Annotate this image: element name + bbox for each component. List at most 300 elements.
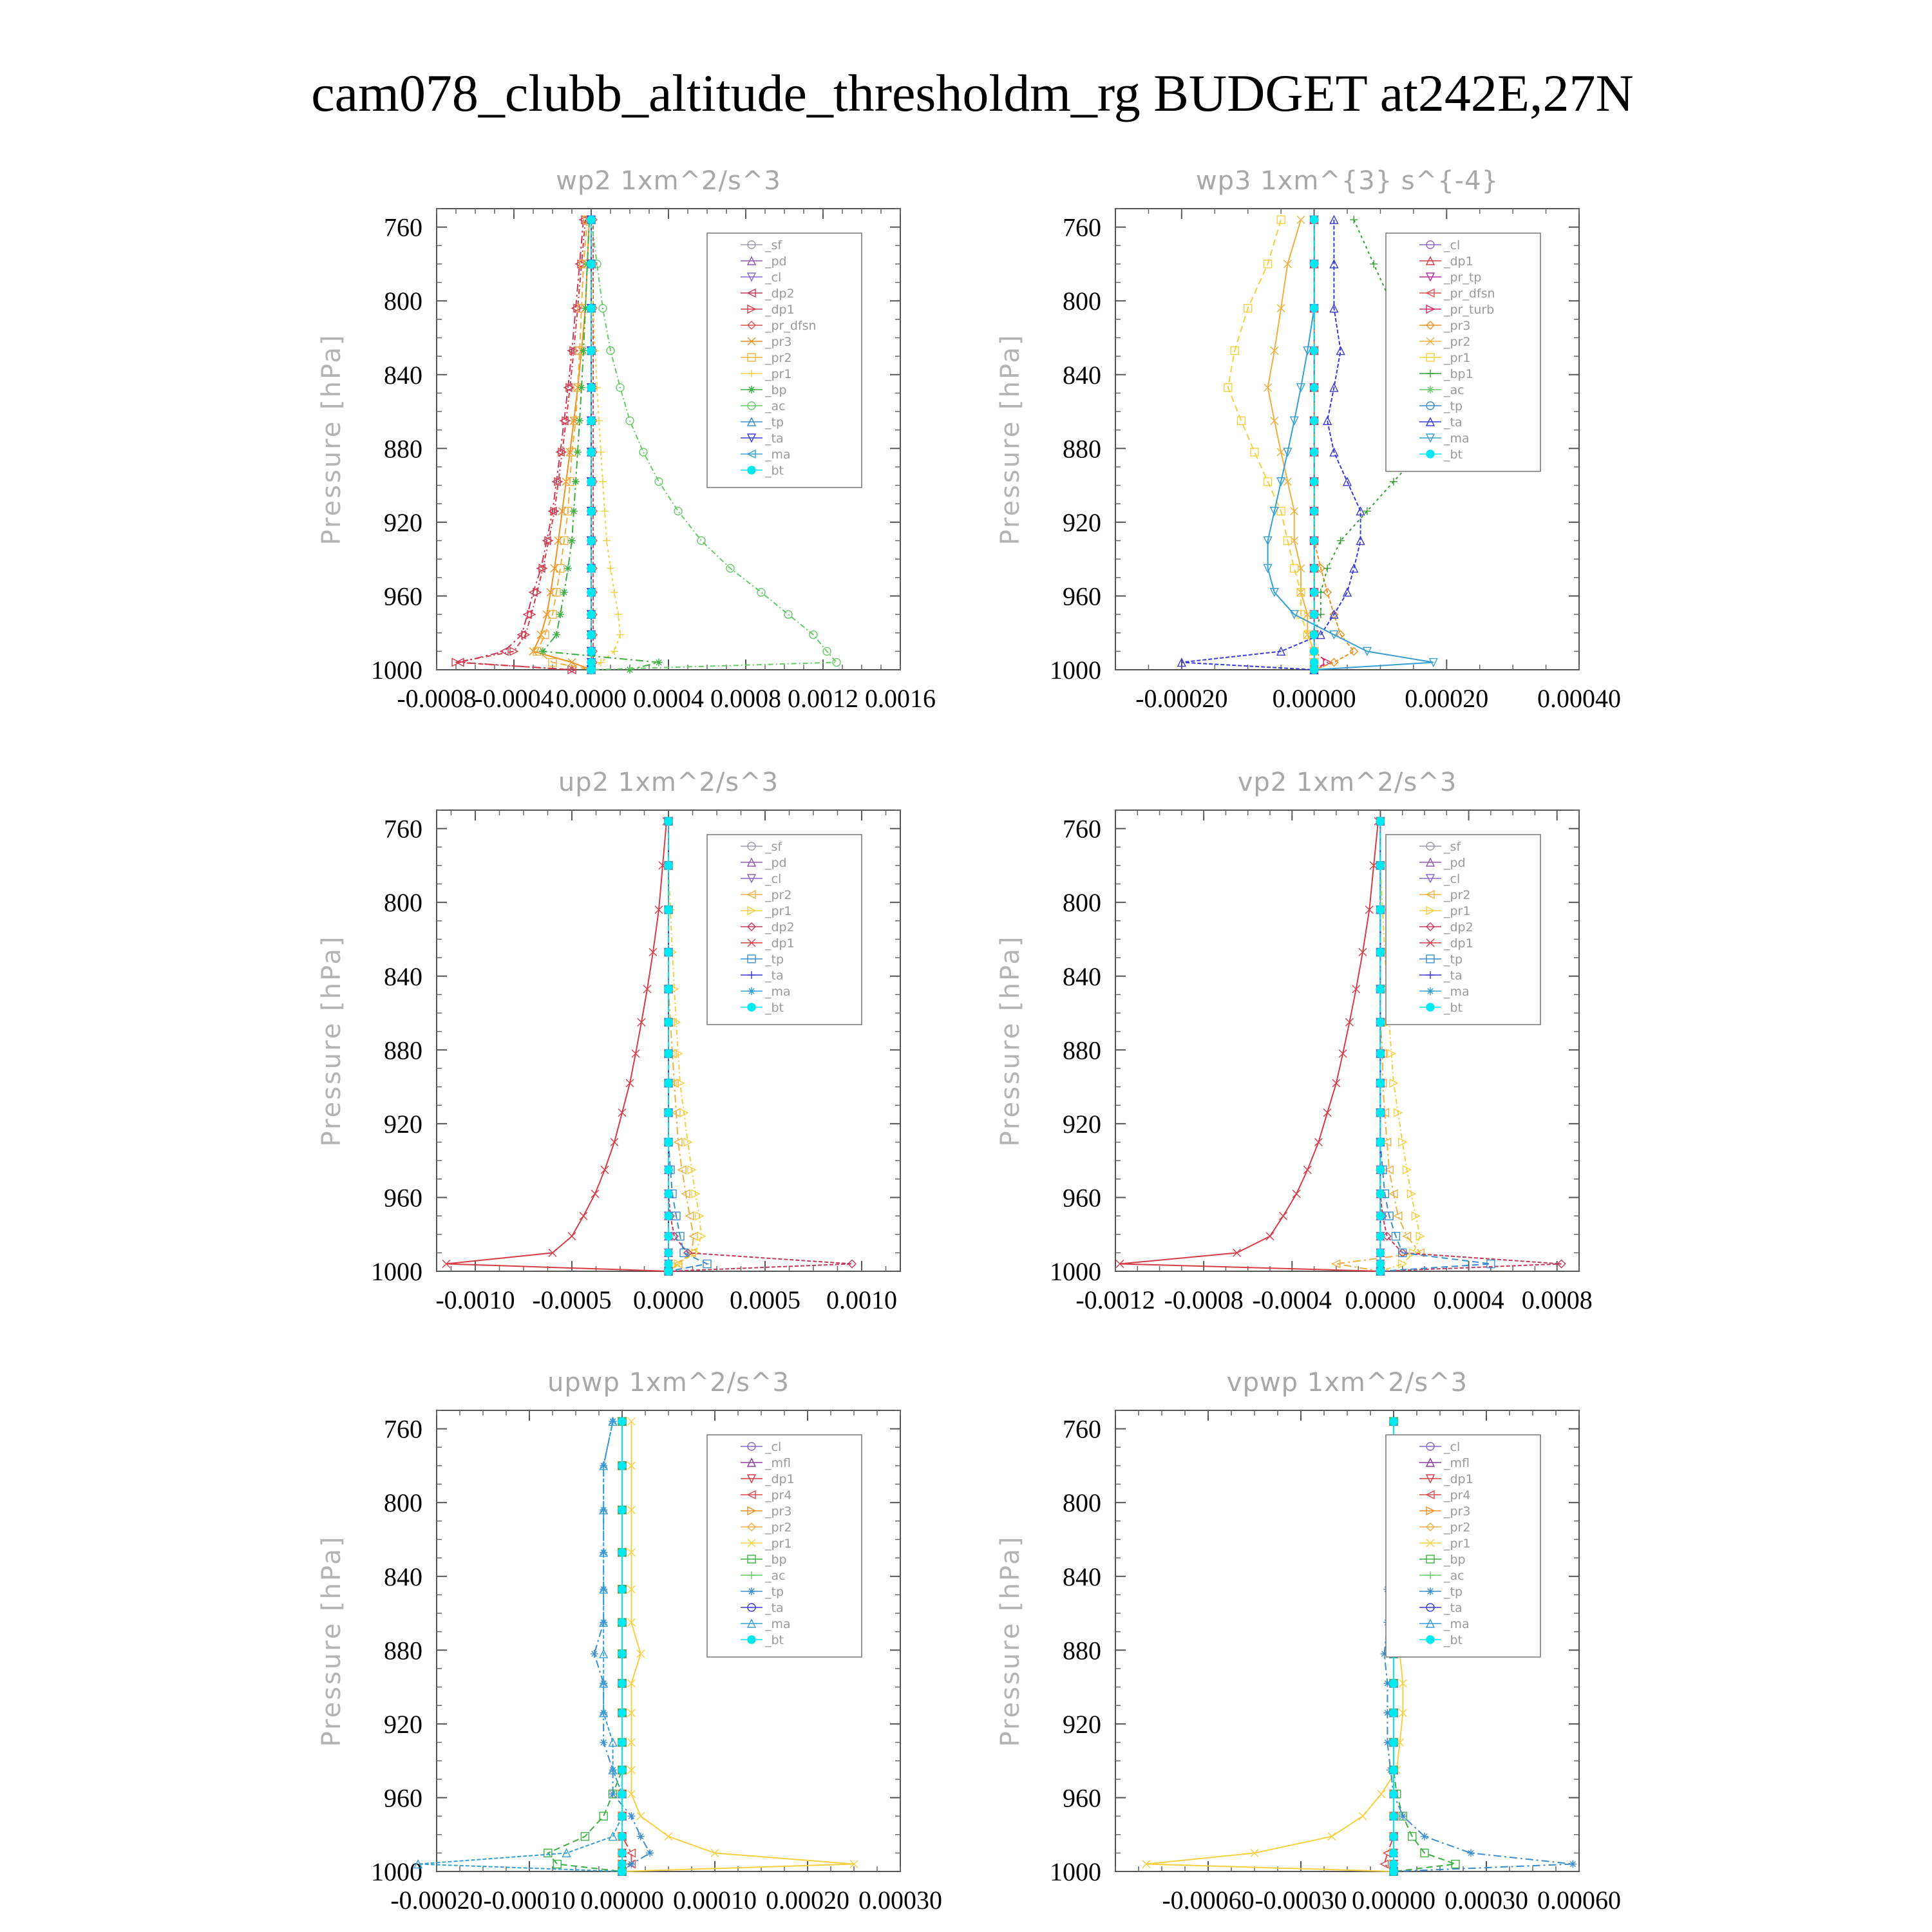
legend-entry: _pr1 [1444, 351, 1471, 365]
legend-swatch-marker [748, 466, 755, 474]
data-point [1266, 1233, 1274, 1240]
data-point [618, 1506, 626, 1514]
data-point [580, 1212, 587, 1220]
data-point [665, 1233, 672, 1240]
data-point [1350, 216, 1358, 223]
data-point [1421, 1833, 1428, 1841]
x-tick-label: -0.00030 [1255, 1886, 1347, 1915]
legend-entry: _pr2 [1444, 335, 1471, 349]
data-point [1378, 1790, 1385, 1798]
data-point [1390, 1790, 1397, 1798]
y-tick-label: 800 [1063, 287, 1101, 316]
y-tick-label: 920 [384, 1109, 422, 1139]
data-point [1376, 1079, 1384, 1087]
data-point [618, 1109, 626, 1117]
y-tick-label: 840 [384, 961, 422, 991]
legend-entry: _sf [1444, 840, 1461, 854]
data-point [601, 1166, 609, 1173]
legend-swatch-marker [748, 1636, 755, 1643]
legend-entry: _ta [765, 969, 784, 983]
data-point [574, 448, 582, 456]
data-point [665, 862, 672, 869]
chart-title: wp3 1xm^{3} s^{-4} [1195, 166, 1499, 196]
series-line-pr2 [668, 821, 694, 1271]
data-point [1323, 564, 1331, 572]
legend-entry: _sf [765, 840, 782, 854]
y-axis-label: Pressure [hPa] [317, 934, 346, 1147]
data-point [572, 478, 580, 486]
legend-entry: _pr_dfsn [765, 319, 817, 333]
data-point [665, 1267, 672, 1275]
series-ma [414, 1417, 626, 1875]
data-point [587, 666, 595, 674]
data-point [627, 1861, 635, 1868]
x-tick-label: -0.0012 [1075, 1285, 1155, 1314]
data-point [1390, 1868, 1397, 1875]
data-point [1390, 1812, 1397, 1820]
y-tick-label: 920 [1063, 507, 1101, 537]
legend [707, 835, 862, 1025]
y-tick-label: 960 [384, 1783, 422, 1813]
data-point [1376, 862, 1384, 869]
legend-entry: _tp [765, 415, 784, 430]
data-point [556, 611, 564, 618]
data-point [1390, 1849, 1397, 1857]
legend-entry: _pd [765, 856, 787, 870]
data-point [587, 478, 595, 486]
chart-title: vp2 1xm^2/s^3 [1237, 768, 1457, 797]
series-line-pr1 [591, 220, 620, 670]
data-point [1376, 1249, 1384, 1256]
legend-entry: _tp [765, 1585, 784, 1599]
data-point [618, 1549, 626, 1557]
y-tick-label: 1000 [371, 1257, 422, 1286]
x-tick-label: -0.0008 [1164, 1285, 1244, 1314]
data-point [1376, 1166, 1384, 1173]
data-point [1376, 906, 1384, 914]
data-point [599, 478, 607, 486]
data-point [1376, 1260, 1384, 1268]
data-point [618, 1618, 626, 1626]
data-point [587, 347, 595, 355]
legend-entry: _ta [1444, 1601, 1463, 1615]
data-point [591, 1190, 599, 1198]
data-point [697, 537, 705, 545]
data-point [1311, 647, 1318, 655]
data-point [1311, 589, 1318, 596]
series-pr1 [665, 817, 705, 1275]
data-point [1376, 1050, 1384, 1057]
legend-swatch-marker [748, 386, 755, 393]
legend-entry: _pr_turb [1444, 303, 1495, 317]
data-point [1311, 631, 1318, 639]
data-point [1311, 305, 1318, 312]
x-tick-label: 0.00000 [580, 1886, 664, 1915]
y-axis-label: Pressure [hPa] [996, 1535, 1025, 1747]
x-tick-label: -0.0010 [435, 1285, 515, 1314]
data-point [539, 647, 547, 655]
legend-entry: _tp [1444, 1585, 1463, 1599]
chart-title: vpwp 1xm^2/s^3 [1226, 1368, 1468, 1397]
x-tick-label: 0.00030 [858, 1886, 942, 1915]
data-point [587, 647, 595, 655]
data-point [568, 1233, 576, 1240]
legend-entry: _pd [1444, 856, 1466, 870]
data-point [665, 949, 672, 956]
data-point [1280, 1212, 1287, 1220]
series-pr4 [618, 1417, 635, 1875]
data-point [611, 589, 618, 596]
legend-entry: _pr3 [765, 335, 792, 349]
y-tick-label: 840 [384, 360, 422, 390]
series-pr_turb [1311, 216, 1332, 674]
data-point [618, 1680, 626, 1687]
legend-swatch-marker [748, 1587, 755, 1595]
x-tick-label: 0.0012 [788, 684, 858, 713]
legend-entry: _ma [1444, 431, 1470, 446]
legend-entry: _ma [1444, 985, 1470, 999]
data-point [578, 384, 585, 392]
data-point [1390, 1833, 1397, 1841]
data-point [1376, 817, 1384, 825]
x-tick-label: 0.0005 [730, 1285, 800, 1314]
series-pr2 [533, 216, 595, 674]
legend-entry: _bt [765, 464, 784, 478]
chart-title: wp2 1xm^2/s^3 [556, 166, 781, 196]
legend-entry: _pr3 [1444, 1504, 1471, 1519]
legend-swatch-marker [1426, 1587, 1434, 1595]
data-point [1311, 347, 1318, 355]
data-point [1303, 1166, 1311, 1173]
data-point [1343, 589, 1351, 596]
legend-entry: _bt [1444, 1001, 1463, 1015]
legend-entry: _pr2 [1444, 888, 1471, 902]
data-point [587, 611, 595, 618]
legend-entry: _ac [765, 399, 786, 413]
y-tick-label: 1000 [1050, 1857, 1101, 1886]
data-point [1311, 537, 1318, 545]
x-tick-label: 0.00020 [766, 1886, 849, 1915]
data-point [639, 448, 647, 456]
data-point [1311, 260, 1318, 268]
legend-entry: _ac [1444, 383, 1464, 397]
y-tick-label: 760 [384, 213, 422, 242]
data-point [637, 1812, 645, 1820]
x-tick-label: -0.0004 [474, 684, 554, 713]
x-tick-label: -0.00020 [390, 1886, 483, 1915]
data-point [1376, 1233, 1384, 1240]
x-tick-label: 0.00040 [1537, 684, 1621, 713]
legend-entry: _cl [1444, 238, 1461, 252]
legend-entry: _sf [765, 238, 782, 252]
data-point [587, 216, 595, 223]
data-point [1390, 1739, 1397, 1747]
series-bp [539, 216, 663, 674]
legend-swatch-marker [1426, 987, 1434, 995]
y-tick-label: 960 [384, 582, 422, 611]
series-dp2 [456, 216, 587, 674]
x-tick-label: 0.00030 [1444, 1886, 1528, 1915]
legend [1386, 1435, 1540, 1657]
chart-panel-1 [317, 166, 936, 713]
data-point [1311, 611, 1318, 618]
legend-entry: _ma [765, 448, 791, 462]
data-point [1376, 1267, 1384, 1275]
data-point [595, 417, 603, 424]
data-point [665, 985, 672, 993]
data-point [597, 448, 605, 456]
data-point [665, 906, 672, 914]
data-point [665, 1109, 672, 1117]
data-point [618, 1833, 626, 1841]
y-axis-label: Pressure [hPa] [317, 1535, 346, 1747]
legend-entry: _pr_tp [1444, 270, 1482, 285]
legend-entry: _pr1 [765, 1537, 792, 1551]
data-point [587, 384, 595, 392]
data-point [1311, 417, 1318, 424]
chart-title: up2 1xm^2/s^3 [558, 768, 779, 797]
data-point [616, 631, 624, 639]
data-point [1390, 1417, 1397, 1425]
data-point [665, 1190, 672, 1198]
y-tick-label: 840 [384, 1562, 422, 1591]
data-point [603, 537, 611, 545]
legend [1386, 233, 1540, 471]
chart-panel-6 [996, 1368, 1621, 1915]
x-tick-label: -0.00010 [483, 1886, 576, 1915]
data-point [1381, 1861, 1388, 1868]
data-point [655, 478, 663, 486]
legend-entry: _tp [1444, 952, 1463, 967]
data-point [618, 1868, 626, 1875]
data-point [570, 507, 578, 515]
series-line-dp1 [456, 220, 585, 670]
data-point [1390, 1766, 1397, 1774]
legend-entry: _cl [765, 1440, 782, 1454]
legend-entry: _pr4 [765, 1488, 792, 1502]
data-point [1399, 1812, 1406, 1820]
series-bt [618, 1417, 626, 1875]
x-tick-label: 0.0000 [1345, 1285, 1416, 1314]
x-tick-label: 0.0000 [556, 684, 627, 713]
legend-entry: _tp [1444, 399, 1463, 413]
data-point [674, 507, 682, 515]
legend-entry: _pr3 [765, 1504, 792, 1519]
x-tick-label: 0.0010 [826, 1285, 897, 1314]
y-tick-label: 880 [384, 1636, 422, 1665]
data-point [587, 260, 595, 268]
panels [317, 166, 1621, 1915]
legend [707, 1435, 862, 1657]
y-tick-label: 800 [384, 1488, 422, 1518]
data-point [576, 417, 583, 424]
legend-entry: _bp [765, 383, 787, 397]
y-tick-label: 840 [1063, 360, 1101, 390]
series-line-dp1 [446, 821, 668, 1271]
legend-entry: _pr3 [1444, 319, 1471, 333]
legend-swatch-marker [748, 987, 755, 995]
chart-panel-4 [996, 768, 1593, 1314]
data-point [1291, 564, 1298, 572]
legend-entry: _pr4 [1444, 1488, 1471, 1502]
data-point [1311, 384, 1318, 392]
legend-swatch-marker [1426, 1003, 1434, 1011]
data-point [1376, 1139, 1384, 1146]
data-point [560, 589, 568, 596]
data-point [665, 1260, 672, 1268]
series-dp1 [442, 817, 672, 1275]
chart-panel-5 [317, 1368, 942, 1915]
data-point [665, 1166, 672, 1173]
legend-entry: _dp1 [765, 936, 795, 951]
legend-entry: _cl [1444, 1440, 1461, 1454]
y-axis-label: Pressure [hPa] [317, 333, 346, 545]
data-point [587, 507, 595, 515]
legend-entry: _ma [765, 985, 791, 999]
data-point [618, 1766, 626, 1774]
y-tick-label: 920 [384, 507, 422, 537]
y-tick-label: 760 [1063, 814, 1101, 844]
y-tick-label: 760 [1063, 213, 1101, 242]
series-dp1 [1116, 817, 1385, 1275]
series-line-pr4 [622, 1421, 631, 1871]
data-point [1390, 1861, 1397, 1868]
data-point [1359, 1812, 1367, 1820]
data-point [655, 659, 663, 667]
legend-entry: _tp [765, 952, 784, 967]
data-point [1467, 1849, 1475, 1857]
series-line-ta [1182, 220, 1361, 670]
y-tick-label: 1000 [371, 1857, 422, 1886]
legend-entry: _pr1 [765, 904, 792, 918]
chart-panel-2 [996, 166, 1621, 713]
y-tick-label: 920 [1063, 1709, 1101, 1739]
x-tick-label: 0.0008 [710, 684, 781, 713]
data-point [564, 564, 572, 572]
legend-entry: _ac [1444, 1569, 1464, 1583]
legend-entry: _ta [1444, 415, 1463, 430]
data-point [607, 564, 614, 572]
data-point [1293, 1190, 1300, 1198]
data-point [618, 1849, 626, 1857]
legend-entry: _pr1 [1444, 904, 1471, 918]
y-tick-label: 1000 [1050, 1257, 1101, 1286]
y-tick-label: 760 [1063, 1414, 1101, 1444]
x-tick-label: 0.0000 [633, 1285, 704, 1314]
data-point [587, 631, 595, 639]
y-tick-label: 760 [384, 814, 422, 844]
y-tick-label: 880 [384, 434, 422, 464]
data-point [587, 417, 595, 424]
data-point [1376, 1190, 1384, 1198]
y-tick-label: 880 [1063, 1036, 1101, 1065]
y-tick-label: 960 [1063, 1783, 1101, 1813]
data-point [1390, 1680, 1397, 1687]
series-line-dp1 [1120, 821, 1380, 1271]
legend [707, 233, 862, 488]
data-point [665, 817, 672, 825]
data-point [1311, 666, 1318, 674]
data-point [587, 589, 595, 596]
data-point [1311, 478, 1318, 486]
x-tick-label: -0.0004 [1252, 1285, 1332, 1314]
legend-entry: _bp [765, 1553, 787, 1567]
data-point [618, 1739, 626, 1747]
series-line-tp [668, 821, 707, 1271]
series-tp [665, 817, 711, 1275]
y-tick-label: 920 [1063, 1109, 1101, 1139]
legend-entry: _ac [765, 1569, 786, 1583]
data-point [614, 611, 622, 618]
y-tick-label: 840 [1063, 961, 1101, 991]
data-point [591, 1650, 598, 1658]
data-point [637, 1833, 645, 1841]
legend-entry: _mfl [1444, 1456, 1470, 1470]
chart-panel-3 [317, 768, 900, 1314]
data-point [618, 1812, 626, 1820]
x-tick-label: -0.0008 [397, 684, 477, 713]
data-point [784, 611, 792, 618]
data-point [609, 1790, 617, 1798]
figure-title: cam078_clubb_altitude_thresholdm_rg BUDGET at242E,27N [311, 64, 1634, 122]
series-line-pr2 [1268, 220, 1314, 670]
x-tick-label: 0.0008 [1521, 1285, 1593, 1314]
legend-swatch-marker [1426, 386, 1434, 393]
legend-entry: _cl [765, 270, 782, 285]
legend-entry: _ta [765, 431, 784, 446]
data-point [618, 1709, 626, 1717]
legend-entry: _mfl [765, 1456, 791, 1470]
data-point [1376, 1212, 1384, 1220]
legend-entry: _ma [765, 1617, 791, 1631]
series-line-bp [548, 1421, 622, 1871]
data-point [627, 1812, 635, 1820]
data-point [587, 537, 595, 545]
legend-swatch-marker [748, 1003, 755, 1011]
x-tick-label: 0.0004 [1433, 1285, 1504, 1314]
data-point [665, 1833, 672, 1841]
x-tick-label: 0.00020 [1405, 684, 1489, 713]
data-point [1376, 1109, 1384, 1117]
x-tick-label: 0.00000 [1272, 684, 1356, 713]
legend-entry: _dp1 [765, 303, 795, 317]
legend-entry: _bp1 [1444, 367, 1473, 381]
legend-swatch-marker [1426, 450, 1434, 458]
legend-entry: _dp1 [1444, 1472, 1473, 1486]
data-point [1277, 216, 1285, 223]
legend-entry: _ma [1444, 1617, 1470, 1631]
data-point [1376, 949, 1384, 956]
series-line-pr1 [1228, 220, 1314, 670]
data-point [618, 1586, 626, 1593]
legend-entry: _dp2 [765, 920, 795, 934]
y-tick-label: 1000 [371, 656, 422, 685]
legend-entry: _dp2 [1444, 920, 1473, 934]
series-line-bp [543, 220, 659, 670]
y-tick-label: 800 [1063, 888, 1101, 918]
data-point [1311, 564, 1318, 572]
x-tick-label: -0.0005 [532, 1285, 612, 1314]
legend-entry: _ta [765, 1601, 784, 1615]
x-tick-label: -0.00060 [1162, 1886, 1255, 1915]
data-point [665, 1050, 672, 1057]
x-tick-label: 0.00060 [1537, 1886, 1621, 1915]
legend-entry: _dp2 [765, 287, 795, 301]
data-point [580, 347, 587, 355]
data-point [1376, 1018, 1384, 1026]
data-point [618, 1417, 626, 1425]
series-line-ma [418, 1421, 622, 1871]
